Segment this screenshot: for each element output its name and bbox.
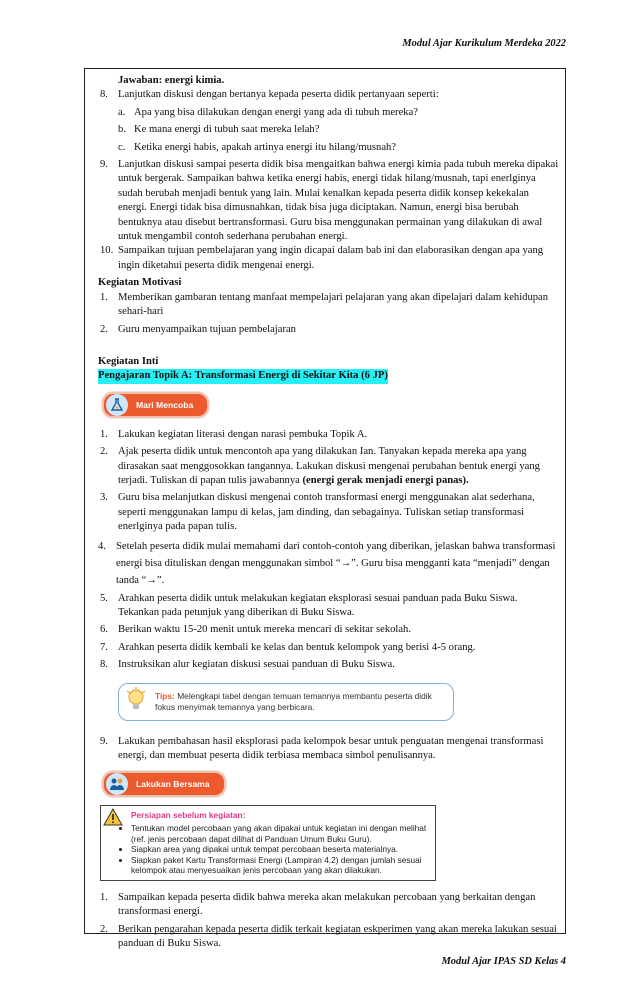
jawaban-line: Jawaban: energi kimia. <box>118 75 225 86</box>
list-item: 7. Arahkan peserta didik kembali ke kelas dan bentuk kelompok yang berisi 4-5 orang. <box>100 641 476 653</box>
list-item: • Siapkan paket Kartu Transformasi Energi (Lampiran 4.2) dengan jumlah sesuai kelompok atau menyesuaikan jenis percobaan yang akan dilakukan. <box>131 855 429 876</box>
list-item: 5. Arahkan peserta didik untuk melakukan kegiatan eksplorasi sesuai panduan pada Buku Siswa. Tekankan pada petunjuk yang diberikan di Buku Siswa. <box>100 592 518 618</box>
list-item: 8. Lanjutkan diskusi dengan bertanya kepada peserta didik pertanyaan seperti: <box>100 89 439 101</box>
lakukan-bersama-badge: Lakukan Bersama <box>102 771 226 797</box>
page-footer: Modul Ajar IPAS SD Kelas 4 <box>441 956 566 967</box>
sub-item: b. Ke mana energi di tubuh saat mereka lelah? <box>118 124 320 136</box>
list-item: 10. Sampaikan tujuan pembelajaran yang ingin dicapai dalam bab ini dan elaborasikan dengan apa yang ingin diketahui peserta didik mengenai energi. <box>100 245 544 271</box>
mari-mencoba-badge: Mari Mencoba <box>102 392 209 418</box>
list-item: 3. Guru bisa melanjutkan diskusi mengenai contoh transformasi energi menggunakan alat sederhana, seperti menggunakan lampu di kelas, jam dinding, dan sebagainya. Tuliskan setiap transformasi enerlginya pada papan tulis. <box>100 492 535 533</box>
sub-item: c. Ketika energi habis, apakah artinya energi itu hilang/musnah? <box>118 141 397 153</box>
list-item: 1. Lakukan kegiatan literasi dengan narasi pembuka Topik A. <box>100 428 368 440</box>
list-item: 1. Sampaikan kepada peserta didik bahwa mereka akan melakukan percobaan yang berkaitan dengan transformasi energi. <box>100 891 536 918</box>
sub-item: a. Apa yang bisa dilakukan dengan energi yang ada di tubuh mereka? <box>118 106 418 118</box>
group-icon <box>106 773 128 795</box>
warning-icon <box>103 808 123 829</box>
page-content <box>100 74 560 952</box>
topic-heading: Pengajaran Topik A: Transformasi Energi di Sekitar Kita (6 JP) <box>98 369 388 383</box>
page-header: Modul Ajar Kurikulum Merdeka 2022 <box>402 38 566 49</box>
list-item: • Siapkan area yang dipakai untuk tempat percobaan beserta materialnya. <box>131 844 429 855</box>
list-item: 4. Setelah peserta didik mulai memahami dari contoh-contoh yang diberikan, jelaskan bahwa transformasi energi bisa dituliskan dengan menggunakan simbol “→”. Guru bisa mengganti kata “menjadi” dengan tanda “→”. <box>98 540 556 586</box>
tips-box: Tips: Melengkapi tabel dengan temuan temannya membantu peserta didik fokus menyimak temannya yang berbicara. <box>118 683 454 721</box>
preparation-box: Persiapan sebelum kegiatan: • Tentukan model percobaan yang akan dipakai untuk kegiatan ini dengan melihat (ref. jenis percobaan dapat dilihat di Panduan Umum Buku Guru). • Siapkan area yang dipakai untuk tempat percobaan beserta materialnya. • Siapkan paket Kartu Transformasi Energi (Lampiran 4.2) dengan jumlah sesuai kelompok atau menyesuaikan jenis percobaan yang akan dilakukan. <box>100 805 436 881</box>
list-item: 2. Guru menyampaikan tujuan pembelajaran <box>100 323 296 335</box>
experiment-icon <box>106 394 128 416</box>
lightbulb-icon <box>125 687 147 716</box>
list-item: 2. Ajak peserta didik untuk mencontoh apa yang dilakukan Ian. Tanyakan kepada mereka apa yang dirasakan saat menggosokkan tangannya. Lakukan diskusi mengenai perubahan bentuk energi yang terjadi. Tuliskan di papan tulis jawabannya (energi gerak menjadi energi panas). <box>100 446 540 486</box>
inti-title: Kegiatan Inti <box>98 355 159 367</box>
list-item: • Tentukan model percobaan yang akan dipakai untuk kegiatan ini dengan melihat (ref. jenis percobaan dapat dilihat di Panduan Umum Buku Guru). <box>131 823 429 844</box>
list-item: 6. Berikan waktu 15-20 menit untuk mereka mencari di sekitar sekolah. <box>100 624 412 636</box>
motivasi-title: Kegiatan Motivasi <box>98 277 182 289</box>
list-item: 2. Berikan pengarahan kepada peserta didik terkait kegiatan eskperimen yang akan mereka lakukan sesuai panduan di Buku Siswa. <box>100 923 557 950</box>
list-item: 9. Lanjutkan diskusi sampai peserta didik bisa mengaitkan bahwa energi kimia pada tubuh mereka dipakai untuk bergerak. Sampaikan bahwa ketika energi habis, energi tidak hilang/musnah, tapi enerlginya sudah berubah menjadi bentuk yang lain. Mulai kenalkan kepada peserta didik konsep kekekalan energi. Energi tidak bisa dimusnahkan, tidak bisa juga diciptakan. Namun, energi bisa berubah bentuknya atau disebut bertransformasi. Guru bisa menggunakan permainan yang dilakukan di awal untuk mengambil contoh sederhana perubahan energi. <box>100 159 559 243</box>
list-item: 9. Lakukan pembahasan hasil eksplorasi pada kelompok besar untuk penguatan mengenai transformasi energi, dan membuat peserta didik terbiasa membaca simbol penulisannya. <box>100 735 544 761</box>
list-item: 1. Memberikan gambaran tentang manfaat mempelajari pelajaran yang akan dipelajari dalam kehidupan sehari-hari <box>100 291 549 318</box>
list-item: 8. Instruksikan alur kegiatan diskusi sesuai panduan di Buku Siswa. <box>100 659 395 671</box>
